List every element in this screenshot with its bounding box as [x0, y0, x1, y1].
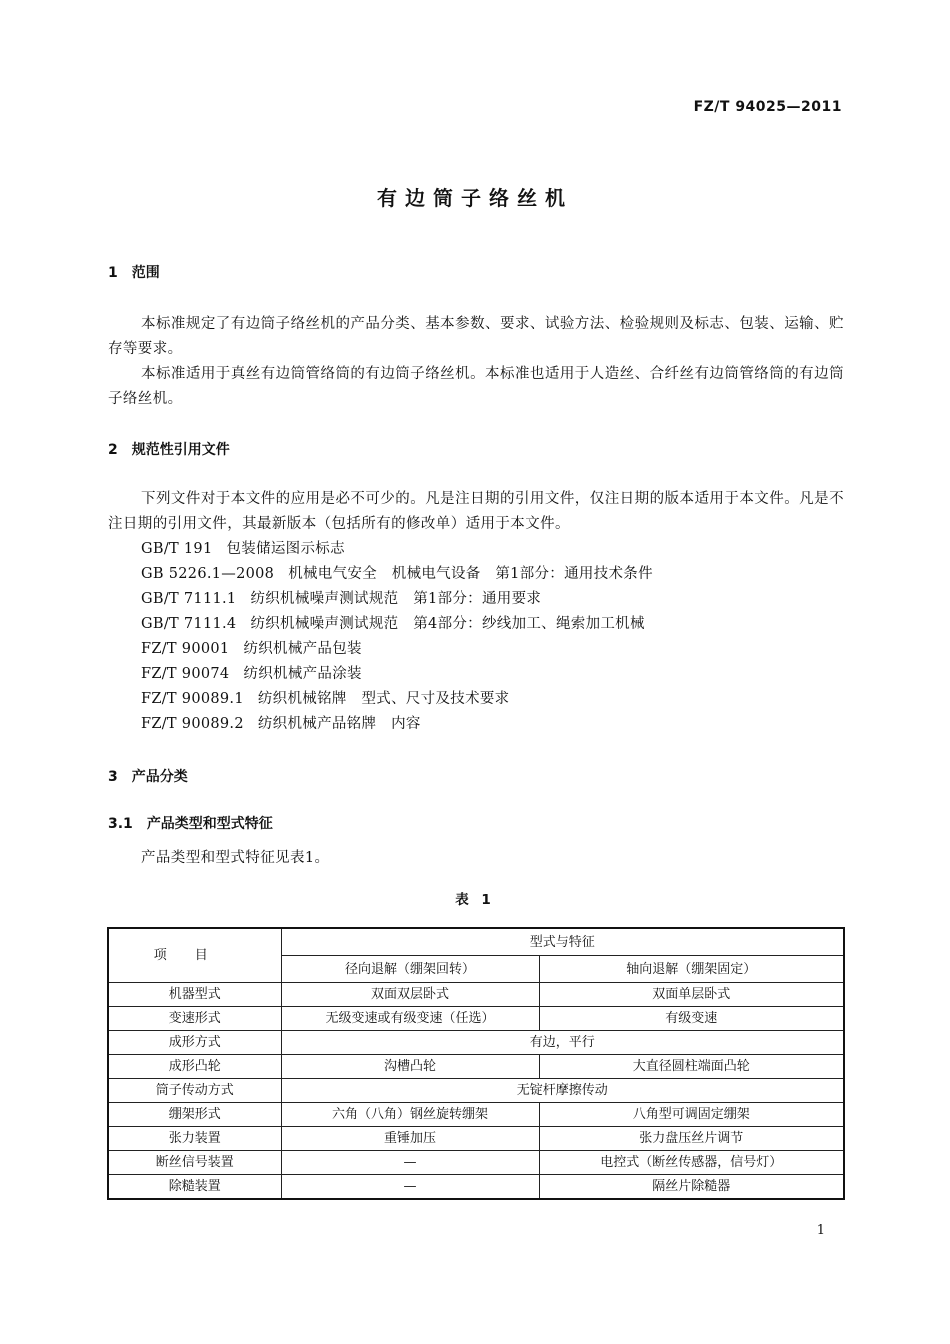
table-row [108, 1007, 844, 1031]
table-row [108, 1151, 844, 1175]
row-item: 机器型式 [108, 983, 281, 1007]
section-1-heading [108, 262, 160, 282]
reference-code: GB/T 7111.1 [141, 591, 237, 607]
item-header-cell: 项目 [108, 928, 281, 983]
cell-axial: 有级变速 [539, 1007, 844, 1031]
cell-axial: 八角型可调固定绷架 [539, 1103, 844, 1127]
reference-code: GB 5226.1—2008 [141, 566, 275, 582]
reference-code: FZ/T 90089.2 [141, 716, 244, 732]
section-title: 范围 [131, 265, 160, 281]
table-row [108, 1175, 844, 1200]
reference-code: GB/T 7111.4 [141, 616, 237, 632]
group-header-cell: 型式与特征 [281, 928, 844, 956]
reference-title: 机械电气安全 机械电气设备 第1部分：通用技术条件 [288, 566, 653, 582]
reference-item [141, 712, 653, 737]
table-caption: 表 1 [455, 892, 495, 908]
reference-item [141, 587, 653, 612]
cell-axial: 双面单层卧式 [539, 983, 844, 1007]
cell-merged: 无锭杆摩擦传动 [281, 1079, 844, 1103]
reference-title: 纺织机械产品涂装 [243, 666, 362, 682]
reference-title: 包装储运图示标志 [226, 541, 345, 557]
product-type-table [107, 927, 845, 1200]
reference-code: FZ/T 90074 [141, 666, 230, 682]
reference-title: 纺织机械噪声测试规范 第1部分：通用要求 [250, 591, 542, 607]
table-row [108, 1055, 844, 1079]
section-number: 2 [108, 442, 118, 458]
cell-radial: 沟槽凸轮 [281, 1055, 539, 1079]
section-title: 规范性引用文件 [131, 442, 230, 458]
cell-axial: 大直径圆柱端面凸轮 [539, 1055, 844, 1079]
standard-code: FZ/T 94025—2011 [693, 99, 842, 115]
reference-title: 纺织机械产品铭牌 内容 [257, 716, 421, 732]
section-number: 1 [108, 265, 118, 281]
section-3-1-paragraph: 产品类型和型式特征见表1。 [141, 850, 330, 866]
cell-axial: 电控式（断丝传感器，信号灯） [539, 1151, 844, 1175]
reference-item [141, 537, 653, 562]
cell-radial: 无级变速或有级变速（任选） [281, 1007, 539, 1031]
row-item: 变速形式 [108, 1007, 281, 1031]
row-item: 成形方式 [108, 1031, 281, 1055]
column-header-axial: 轴向退解（绷架固定） [539, 956, 844, 983]
section-number: 3.1 [108, 816, 133, 832]
reference-title: 纺织机械产品包装 [243, 641, 362, 657]
table-header-row [108, 928, 844, 956]
reference-title: 纺织机械噪声测试规范 第4部分：纱线加工、绳索加工机械 [250, 616, 645, 632]
row-item: 除糙装置 [108, 1175, 281, 1200]
reference-item [141, 637, 653, 662]
reference-code: FZ/T 90001 [141, 641, 230, 657]
cell-merged: 有边，平行 [281, 1031, 844, 1055]
section-title: 产品分类 [131, 769, 188, 785]
section-1-paragraph-2: 本标准适用于真丝有边筒管络筒的有边筒子络丝机。本标准也适用于人造丝、合纤丝有边筒管络筒的有边筒子络丝机。 [108, 366, 844, 407]
table-row [108, 1103, 844, 1127]
section-3-1-heading [108, 813, 273, 833]
normative-reference-list [141, 537, 653, 737]
section-1-paragraph-1: 本标准规定了有边筒子络丝机的产品分类、基本参数、要求、试验方法、检验规则及标志、包装、运输、贮存等要求。 [108, 316, 844, 357]
row-item: 绷架形式 [108, 1103, 281, 1127]
cell-axial: 张力盘压丝片调节 [539, 1127, 844, 1151]
column-header-radial: 径向退解（绷架回转） [281, 956, 539, 983]
document-title: 有边筒子络丝机 [377, 186, 573, 210]
reference-item [141, 612, 653, 637]
cell-radial: 双面双层卧式 [281, 983, 539, 1007]
section-2-paragraph: 下列文件对于本文件的应用是必不可少的。凡是注日期的引用文件，仅注日期的版本适用于本文件。凡是不注日期的引用文件，其最新版本（包括所有的修改单）适用于本文件。 [108, 491, 844, 532]
cell-axial: 隔丝片除糙器 [539, 1175, 844, 1200]
cell-radial: — [281, 1151, 539, 1175]
row-item: 筒子传动方式 [108, 1079, 281, 1103]
cell-radial: 重锤加压 [281, 1127, 539, 1151]
reference-item [141, 562, 653, 587]
page-number: 1 [816, 1223, 825, 1238]
section-number: 3 [108, 769, 118, 785]
reference-title: 纺织机械铭牌 型式、尺寸及技术要求 [257, 691, 510, 707]
table-row [108, 1031, 844, 1055]
section-2-heading [108, 439, 230, 459]
table-row [108, 1127, 844, 1151]
reference-item [141, 687, 653, 712]
cell-radial: 六角（八角）钢丝旋转绷架 [281, 1103, 539, 1127]
reference-code: GB/T 191 [141, 541, 213, 557]
section-title: 产品类型和型式特征 [146, 816, 273, 832]
row-item: 断丝信号装置 [108, 1151, 281, 1175]
table-row [108, 1079, 844, 1103]
row-item: 成形凸轮 [108, 1055, 281, 1079]
cell-radial: — [281, 1175, 539, 1200]
table-row [108, 983, 844, 1007]
row-item: 张力装置 [108, 1127, 281, 1151]
reference-item [141, 662, 653, 687]
reference-code: FZ/T 90089.1 [141, 691, 244, 707]
section-3-heading [108, 766, 188, 786]
